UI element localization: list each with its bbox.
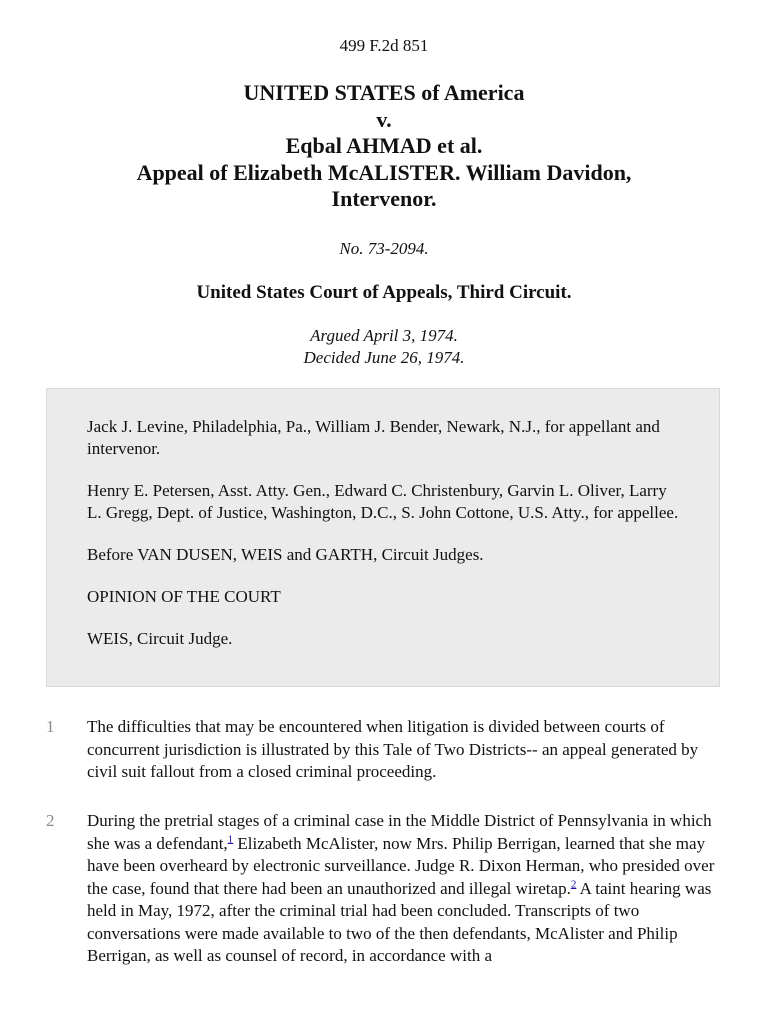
- decided-date: Decided June 26, 1974.: [303, 348, 465, 367]
- title-line-versus: v.: [376, 106, 392, 132]
- opinion-paragraph: [46, 716, 726, 784]
- case-dates: [0, 325, 768, 369]
- paragraph-text-segment: A taint hearing was held in May, 1972, after the criminal trial had been concluded. Transcripts of two conversations were made available to two of the then defendants, McAlister and Philip Berrigan, as well as counsel of record, in accordance with a: [87, 878, 712, 965]
- appellant-counsel: Jack J. Levine, Philadelphia, Pa., William J. Bender, Newark, N.J., for appellant and intervenor.: [87, 417, 660, 458]
- court-name: United States Court of Appeals, Third Circuit.: [196, 282, 572, 303]
- paragraph-number: 1: [46, 717, 55, 736]
- opinion-author: WEIS, Circuit Judge.: [87, 629, 233, 648]
- title-line-plaintiff: UNITED STATES of America: [243, 80, 525, 105]
- paragraph-text-segment: Elizabeth McAlister, now Mrs. Philip Berrigan, learned that she may have been overheard by electronic surveillance. Judge R. Dixon Herman, who presided over the case, found that there had been an unauthorized and illegal wiretap.: [87, 833, 715, 898]
- title-line-defendant: Eqbal AHMAD et al.: [285, 133, 483, 158]
- docket-number: No. 73-2094.: [339, 239, 429, 258]
- opinion-heading: OPINION OF THE COURT: [87, 587, 281, 606]
- paragraph-text-segment: During the pretrial stages of a criminal case in the Middle District of Pennsylvania in which she was a defendant,: [87, 811, 712, 853]
- case-title: [60, 80, 708, 213]
- paragraph-text: The difficulties that may be encountered when litigation is divided between courts of concurrent jurisdiction is illustrated by this Tale of Two Districts-- an appeal generated by civil suit fallout from a closed criminal proceeding.: [87, 717, 699, 781]
- title-line-intervenor: Intervenor.: [331, 186, 437, 211]
- paragraph-number: 2: [46, 811, 55, 830]
- footnote-link-2[interactable]: 2: [570, 877, 577, 890]
- title-line-appeal: Appeal of Elizabeth McALISTER. William Davidon,: [136, 159, 632, 185]
- opinion-paragraph: [46, 810, 726, 968]
- paragraph-text: [87, 810, 726, 968]
- judge-panel: Before VAN DUSEN, WEIS and GARTH, Circuit Judges.: [87, 545, 484, 564]
- case-citation: 499 F.2d 851: [339, 36, 429, 55]
- appellee-counsel: Henry E. Petersen, Asst. Atty. Gen., Edward C. Christenbury, Garvin L. Oliver, Larry L. Gregg, Dept. of Justice, Washington, D.C., S. John Cottone, U.S. Atty., for appellee.: [87, 481, 679, 522]
- footnote-link-1[interactable]: 1: [227, 832, 234, 845]
- counsel-panel: [46, 388, 720, 687]
- argued-date: Argued April 3, 1974.: [310, 326, 458, 345]
